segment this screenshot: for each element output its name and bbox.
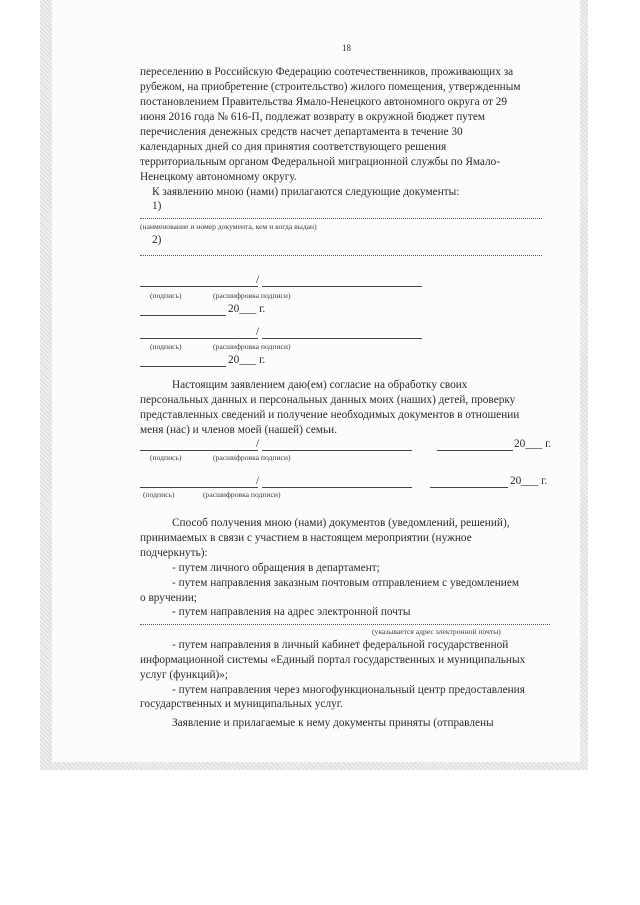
attachments-intro: К заявлению мною (нами) прилагаются следующие документы:: [152, 186, 460, 198]
email-line: [140, 624, 550, 625]
signature-decoding-caption: (расшифровка подписи): [213, 291, 291, 300]
slash: /: [256, 274, 260, 286]
slash: /: [256, 475, 260, 487]
attachment-item-1-label: 1): [152, 200, 162, 212]
signature-caption: (подпись): [150, 453, 182, 462]
signature-caption: (подпись): [150, 342, 182, 351]
method-line: Способ получения мною (нами) документов (уведомлений, решений),: [172, 517, 510, 529]
signature-line: [140, 450, 258, 451]
option-portal: - путем направления в личный кабинет федеральной государственной: [172, 639, 509, 651]
option-portal: информационной системы «Единый портал государственных и муниципальных: [140, 654, 526, 666]
consent-line: меня (нас) и членов моей (нашей) семьи.: [140, 424, 338, 436]
signature-decoding-caption: (расшифровка подписи): [213, 453, 291, 462]
intro-line: перечисления денежных средств насчет департамента в течение 30: [140, 126, 463, 138]
signature-decoding-caption: (расшифровка подписи): [203, 490, 281, 499]
consent-line: представленных сведений и получение необходимых документов в отношении: [140, 409, 520, 421]
attachment-item-2-label: 2): [152, 234, 162, 246]
date-line: [140, 315, 226, 316]
signature-decoding-caption: (расшифровка подписи): [213, 342, 291, 351]
option-mfc: государственных и муниципальных услуг.: [140, 698, 343, 710]
method-line: принимаемых в связи с участием в настоящем мероприятии (нужное: [140, 532, 472, 544]
date-line: [430, 487, 508, 488]
intro-line: рубежом, на приобретение (строительство) жилого помещения, утвержденным: [140, 81, 521, 93]
email-caption: (указывается адрес электронной почты): [372, 627, 501, 636]
option-personal: - путем личного обращения в департамент;: [172, 562, 380, 574]
page-number: 18: [342, 43, 351, 53]
option-email: - путем направления на адрес электронной почты: [172, 606, 411, 618]
option-mail: о вручении;: [140, 592, 197, 604]
intro-line: июня 2016 года № 616-П, подлежат возврату в окружной бюджет путем: [140, 111, 485, 123]
date-label: 20___ г.: [510, 475, 548, 487]
signature-decoding-line: [262, 487, 412, 488]
date-line: [140, 366, 226, 367]
intro-line: постановлением Правительства Ямало-Ненецкого автономного округа от 29: [140, 96, 507, 108]
slash: /: [256, 438, 260, 450]
date-label: 20___ г.: [228, 354, 266, 366]
signature-decoding-line: [262, 450, 412, 451]
date-label: 20___ г.: [514, 438, 552, 450]
consent-line: Настоящим заявлением даю(ем) согласие на обработку своих: [172, 379, 468, 391]
date-line: [437, 450, 513, 451]
intro-line: территориальным органом Федеральной миграционной службы по Ямало-: [140, 156, 501, 168]
signature-decoding-line: [262, 338, 422, 339]
slash: /: [256, 326, 260, 338]
consent-line: персональных данных и персональных данных моих (наших) детей, проверку: [140, 394, 516, 406]
intro-line: переселению в Российскую Федерацию соотечественников, проживающих за: [140, 66, 514, 78]
intro-line: Ненецкому автономному округу.: [140, 171, 297, 183]
signature-line: [140, 338, 258, 339]
signature-decoding-line: [262, 286, 422, 287]
signature-caption: (подпись): [150, 291, 182, 300]
option-mfc: - путем направления через многофункциональный центр предоставления: [172, 684, 525, 696]
attachment-2-line: [140, 255, 542, 256]
intro-line: календарных дней со дня принятия соответствующего решения: [140, 141, 447, 153]
option-mail: - путем направления заказным почтовым отправлением с уведомлением: [172, 577, 519, 589]
option-portal: услуг (функций)»;: [140, 669, 229, 681]
final-line: Заявление и прилагаемые к нему документы приняты (отправлены: [172, 717, 494, 729]
attachment-1-line: [140, 218, 542, 219]
signature-caption: (подпись): [143, 490, 175, 499]
date-label: 20___ г.: [228, 303, 266, 315]
document-caption: (наименование и номер документа, кем и когда выдан): [140, 222, 317, 231]
method-line: подчеркнуть):: [140, 547, 208, 559]
signature-line: [140, 286, 258, 287]
signature-line: [140, 487, 258, 488]
